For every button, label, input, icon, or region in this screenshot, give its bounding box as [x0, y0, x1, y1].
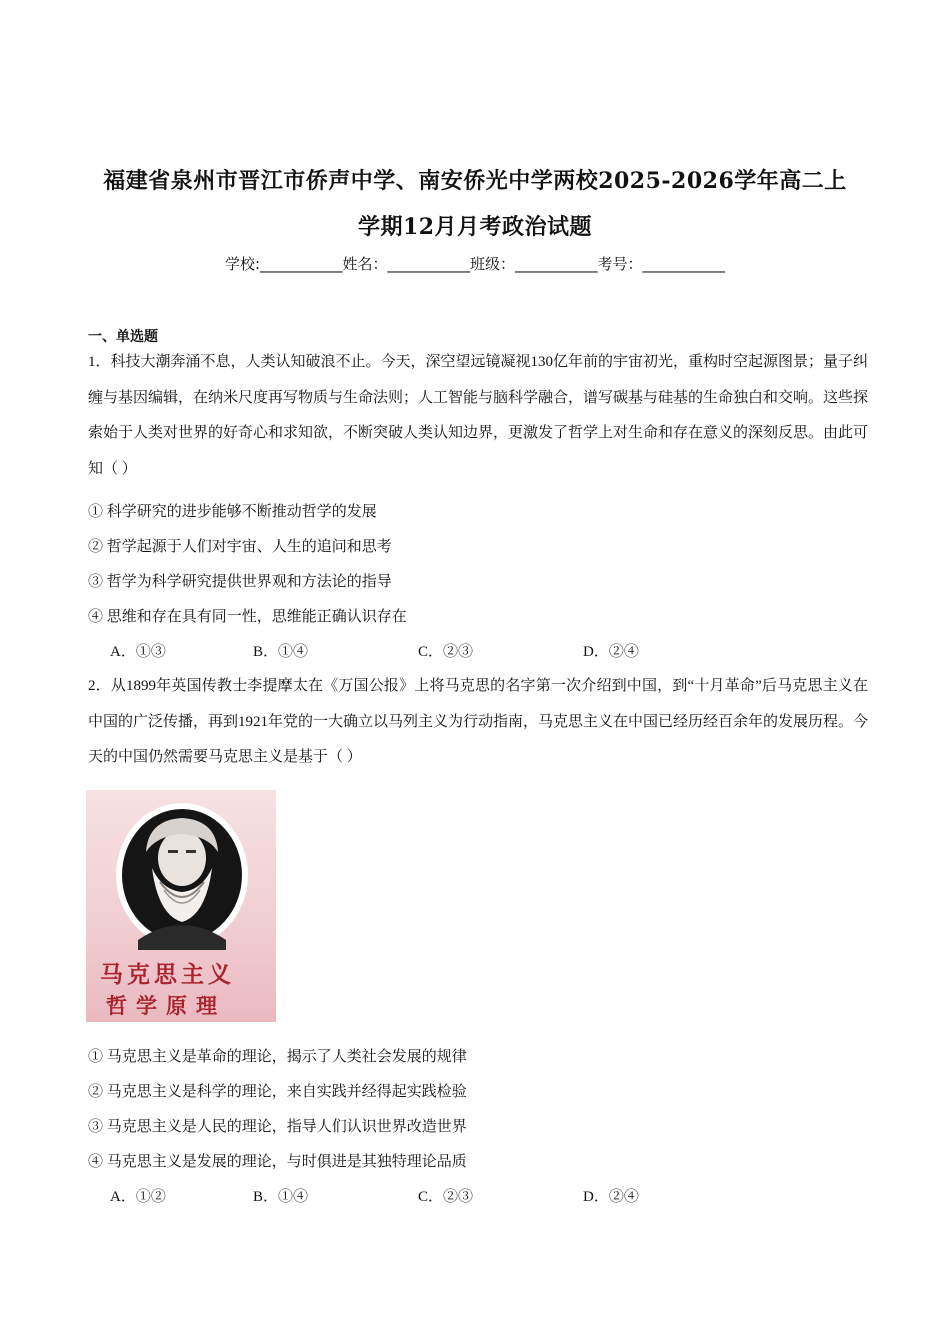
question-2-stem: 2．从1899年英国传教士李提摩太在《万国公报》上将马克思的名字第一次介绍到中国，到“十月革命”后马克思主义在中国的广泛传播，再到1921年党的一大确立以马列主义为行动指南，马克思主义在中国已经历经百余年的发展历程。今天的中国仍然需要马克思主义是基于（ ）	[88, 678, 869, 765]
question-1-statement-1: ① 科学研究的进步能够不断推动哲学的发展	[88, 504, 377, 520]
choice-c[interactable]: C．②③	[418, 1189, 474, 1205]
question-2-statement-4: ④ 马克思主义是发展的理论，与时俱进是其独特理论品质	[88, 1154, 467, 1170]
question-2-choices	[110, 1185, 730, 1209]
choice-d[interactable]: D．②④	[583, 1189, 639, 1205]
question-2-statement-1: ① 马克思主义是革命的理论，揭示了人类社会发展的规律	[88, 1049, 467, 1065]
student-info-line: 学校:___________姓名：___________班级：___________考号：___________	[224, 255, 726, 273]
question-1-statement-4: ④ 思维和存在具有同一性，思维能正确认识存在	[88, 609, 407, 625]
question-1-statement-3: ③ 哲学为科学研究提供世界观和方法论的指导	[88, 574, 392, 590]
book-title-line1: 马克思主义	[100, 961, 235, 988]
exam-title-line2: 学期12月月考政治试题	[357, 214, 593, 240]
section-heading: 一、单选题	[88, 329, 158, 345]
question-2-statement-2: ② 马克思主义是科学的理论，来自实践并经得起实践检验	[88, 1084, 467, 1100]
question-2-statement-3: ③ 马克思主义是人民的理论，指导人们认识世界改造世界	[88, 1119, 467, 1135]
book-title-line2: 哲学原理	[106, 993, 226, 1018]
choice-c[interactable]: C．②③	[418, 644, 474, 660]
marxism-book-cover-image	[86, 790, 276, 1022]
choice-a[interactable]: A．①③	[110, 644, 166, 660]
question-1-stem: 1．科技大潮奔涌不息，人类认知破浪不止。今天，深空望远镜凝视130亿年前的宇宙初光，重构时空起源图景；量子纠缠与基因编辑，在纳米尺度再写物质与生命法则；人工智能与脑科学融合，谱写碳基与硅基的生命独白和交响。这些探索始于人类对世界的好奇心和求知欲，不断突破人类认知边界，更激发了哲学上对生命和存在意义的深刻反思。由此可知（ ）	[88, 354, 869, 477]
choice-b[interactable]: B．①④	[253, 644, 309, 660]
choice-b[interactable]: B．①④	[253, 1189, 309, 1205]
question-1-statement-2: ② 哲学起源于人们对宇宙、人生的追问和思考	[88, 539, 392, 555]
question-1-choices	[110, 640, 730, 664]
exam-title-line1: 福建省泉州市晋江市侨声中学、南安侨光中学两校2025-2026学年高二上	[103, 168, 847, 194]
choice-a[interactable]: A．①②	[110, 1189, 166, 1205]
choice-d[interactable]: D．②④	[583, 644, 639, 660]
